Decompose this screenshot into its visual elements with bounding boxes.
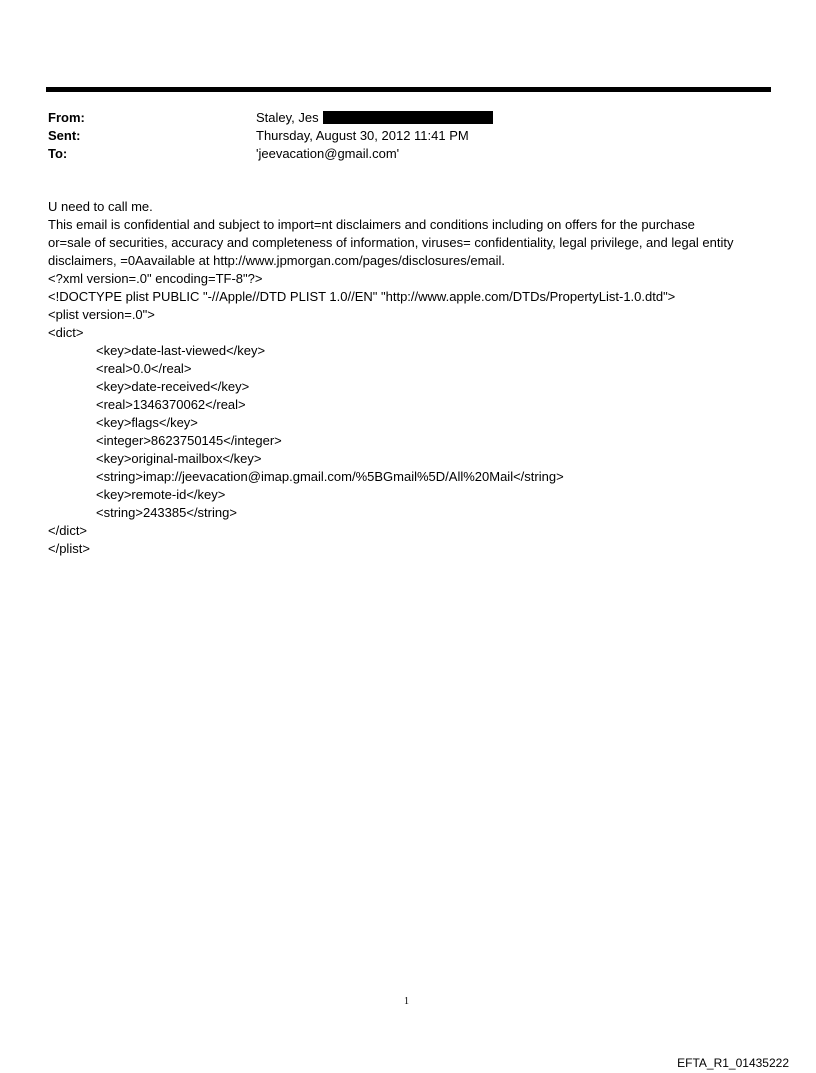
- dict-line: <real>1346370062</real>: [96, 397, 246, 412]
- from-value: [256, 109, 493, 127]
- dict-line: <string>243385</string>: [96, 505, 237, 520]
- to-row: [48, 145, 748, 163]
- email-header: [48, 109, 748, 163]
- redaction-box: [323, 111, 493, 124]
- from-label: From:: [48, 110, 85, 125]
- doctype-line: <!DOCTYPE plist PUBLIC "-//Apple//DTD PLIST 1.0//EN" "http://www.apple.com/DTDs/PropertyList-1.0.dtd">: [48, 289, 676, 304]
- sent-label: Sent:: [48, 128, 81, 143]
- plist-open: <plist version=.0">: [48, 307, 155, 322]
- dict-line: <real>0.0</real>: [96, 361, 192, 376]
- header-rule: [46, 87, 771, 92]
- dict-line: <key>original-mailbox</key>: [96, 451, 262, 466]
- plist-close: </plist>: [48, 541, 90, 556]
- page-number: 1: [404, 996, 409, 1007]
- dict-close: </dict>: [48, 523, 88, 538]
- disclaimer-line-2: or=sale of securities, accuracy and completeness of information, viruses= confidentiality, legal privilege, and legal entity: [48, 235, 734, 250]
- dict-line: <key>remote-id</key>: [96, 487, 226, 502]
- disclaimer-line-1: This email is confidential and subject to import=nt disclaimers and conditions including on offers for the purchase: [48, 217, 695, 232]
- dict-line: <integer>8623750145</integer>: [96, 433, 282, 448]
- dict-line: <key>date-received</key>: [96, 379, 250, 394]
- greeting-line: U need to call me.: [48, 199, 153, 214]
- dict-line: <key>date-last-viewed</key>: [96, 343, 266, 358]
- to-label: To:: [48, 146, 68, 161]
- document-id: EFTA_R1_01435222: [677, 1056, 789, 1070]
- dict-line: <key>flags</key>: [96, 415, 198, 430]
- sent-value: Thursday, August 30, 2012 11:41 PM: [256, 128, 469, 143]
- sent-row: [48, 127, 748, 145]
- from-name: Staley, Jes: [256, 110, 319, 125]
- to-value: 'jeevacation@gmail.com': [256, 146, 400, 161]
- xml-declaration: <?xml version=.0" encoding=TF-8"?>: [48, 271, 263, 286]
- email-body: [48, 198, 778, 558]
- dict-open: <dict>: [48, 325, 84, 340]
- dict-line: <string>imap://jeevacation@imap.gmail.com/%5BGmail%5D/All%20Mail</string>: [96, 469, 564, 484]
- from-row: [48, 109, 748, 127]
- disclaimer-line-3: disclaimers, =0Aavailable at http://www.jpmorgan.com/pages/disclosures/email.: [48, 253, 506, 268]
